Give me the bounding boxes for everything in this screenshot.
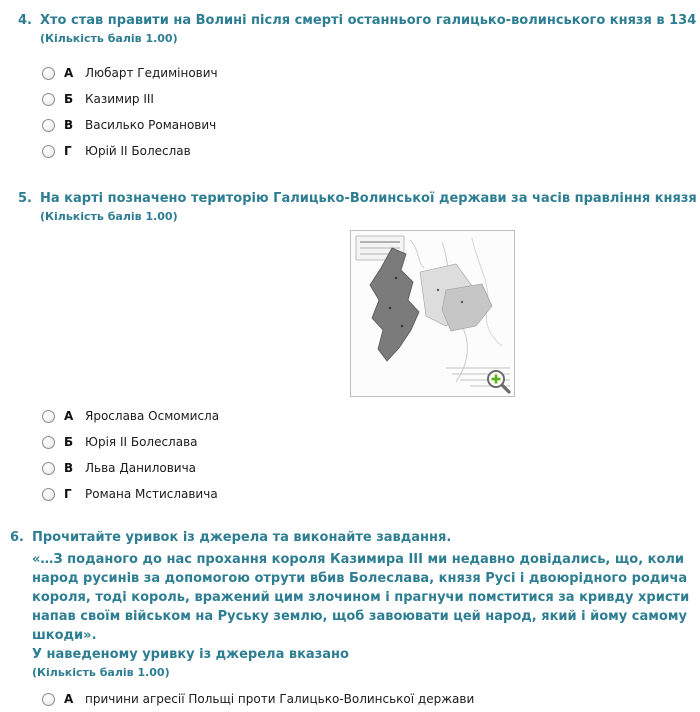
question-points: (Кількість балів 1.00) (40, 210, 178, 223)
question-4-header (0, 12, 700, 30)
quote-line: напав своїм військом на Руську землю, щоб завоювати цей народ, який і йому самому (32, 609, 687, 624)
question-4-options (0, 60, 700, 164)
map-image[interactable] (350, 230, 515, 397)
radio-button[interactable] (42, 410, 55, 423)
question-6-options (0, 686, 700, 712)
question-6-header (0, 529, 700, 547)
spacer (0, 507, 700, 529)
historical-map-svg (350, 230, 515, 397)
question-4 (0, 12, 700, 164)
option-label: Казимир III (85, 92, 154, 106)
option-letter: А (64, 692, 74, 706)
radio-button[interactable] (42, 93, 55, 106)
option-letter: В (64, 461, 74, 475)
option-label: причини агресії Польщі проти Галицько-Волинської держави (85, 692, 475, 706)
question-points: (Кількість балів 1.00) (32, 666, 170, 679)
answer-option[interactable] (42, 686, 700, 712)
question-number: 4. (18, 13, 32, 28)
question-5-options (0, 403, 700, 507)
quote-line: короля, тоді король, вражений цим злочином і прагнучи помститися за кривду христи (32, 590, 690, 605)
answer-option[interactable] (42, 86, 700, 112)
quote-line: шкоди». (32, 628, 97, 643)
source-quote (32, 550, 700, 664)
option-label: Юрій II Болеслав (85, 144, 191, 158)
question-5-header (0, 190, 700, 208)
quote-line: народ русинів за допомогою отрути вбив Болеслава, князя Русі і двоюрідного родича (32, 571, 688, 586)
radio-button[interactable] (42, 693, 55, 706)
spacer (0, 164, 700, 190)
option-label: Любарт Гедимінович (85, 66, 218, 80)
option-label: Юрія II Болеслава (85, 435, 198, 449)
option-letter: Г (64, 487, 72, 501)
radio-button[interactable] (42, 119, 55, 132)
question-5 (0, 190, 700, 507)
option-letter: А (64, 409, 74, 423)
quote-line: «…З поданого до нас прохання короля Казимира III ми недавно довідались, що, коли (32, 552, 685, 567)
answer-option[interactable] (42, 403, 700, 429)
radio-button[interactable] (42, 436, 55, 449)
answer-option[interactable] (42, 112, 700, 138)
answer-option[interactable] (42, 138, 700, 164)
option-label: Льва Даниловича (85, 461, 197, 475)
answer-option[interactable] (42, 429, 700, 455)
question-number: 6. (10, 530, 24, 545)
radio-button[interactable] (42, 488, 55, 501)
answer-option[interactable] (42, 455, 700, 481)
option-letter: Г (64, 144, 72, 158)
option-letter: В (64, 118, 74, 132)
option-letter: Б (64, 92, 74, 106)
question-points: (Кількість балів 1.00) (40, 32, 178, 45)
question-text: Хто став правити на Волині після смерті останнього галицько-волинського князя в 134 (40, 13, 697, 28)
option-label: Ярослава Осмомисла (85, 409, 220, 423)
answer-option[interactable] (42, 60, 700, 86)
option-letter: А (64, 66, 74, 80)
option-letter: Б (64, 435, 74, 449)
question-6 (0, 529, 700, 712)
option-label: Василько Романович (85, 118, 217, 132)
radio-button[interactable] (42, 462, 55, 475)
option-label: Романа Мстиславича (85, 487, 218, 501)
question-prompt: У наведеному уривку із джерела вказано (32, 647, 349, 662)
question-text: Прочитайте уривок із джерела та виконайте завдання. (32, 530, 452, 545)
radio-button[interactable] (42, 67, 55, 80)
question-text: На карті позначено територію Галицько-Волинської держави за часів правління князя (40, 191, 697, 206)
radio-button[interactable] (42, 145, 55, 158)
answer-option[interactable] (42, 481, 700, 507)
question-number: 5. (18, 191, 32, 206)
